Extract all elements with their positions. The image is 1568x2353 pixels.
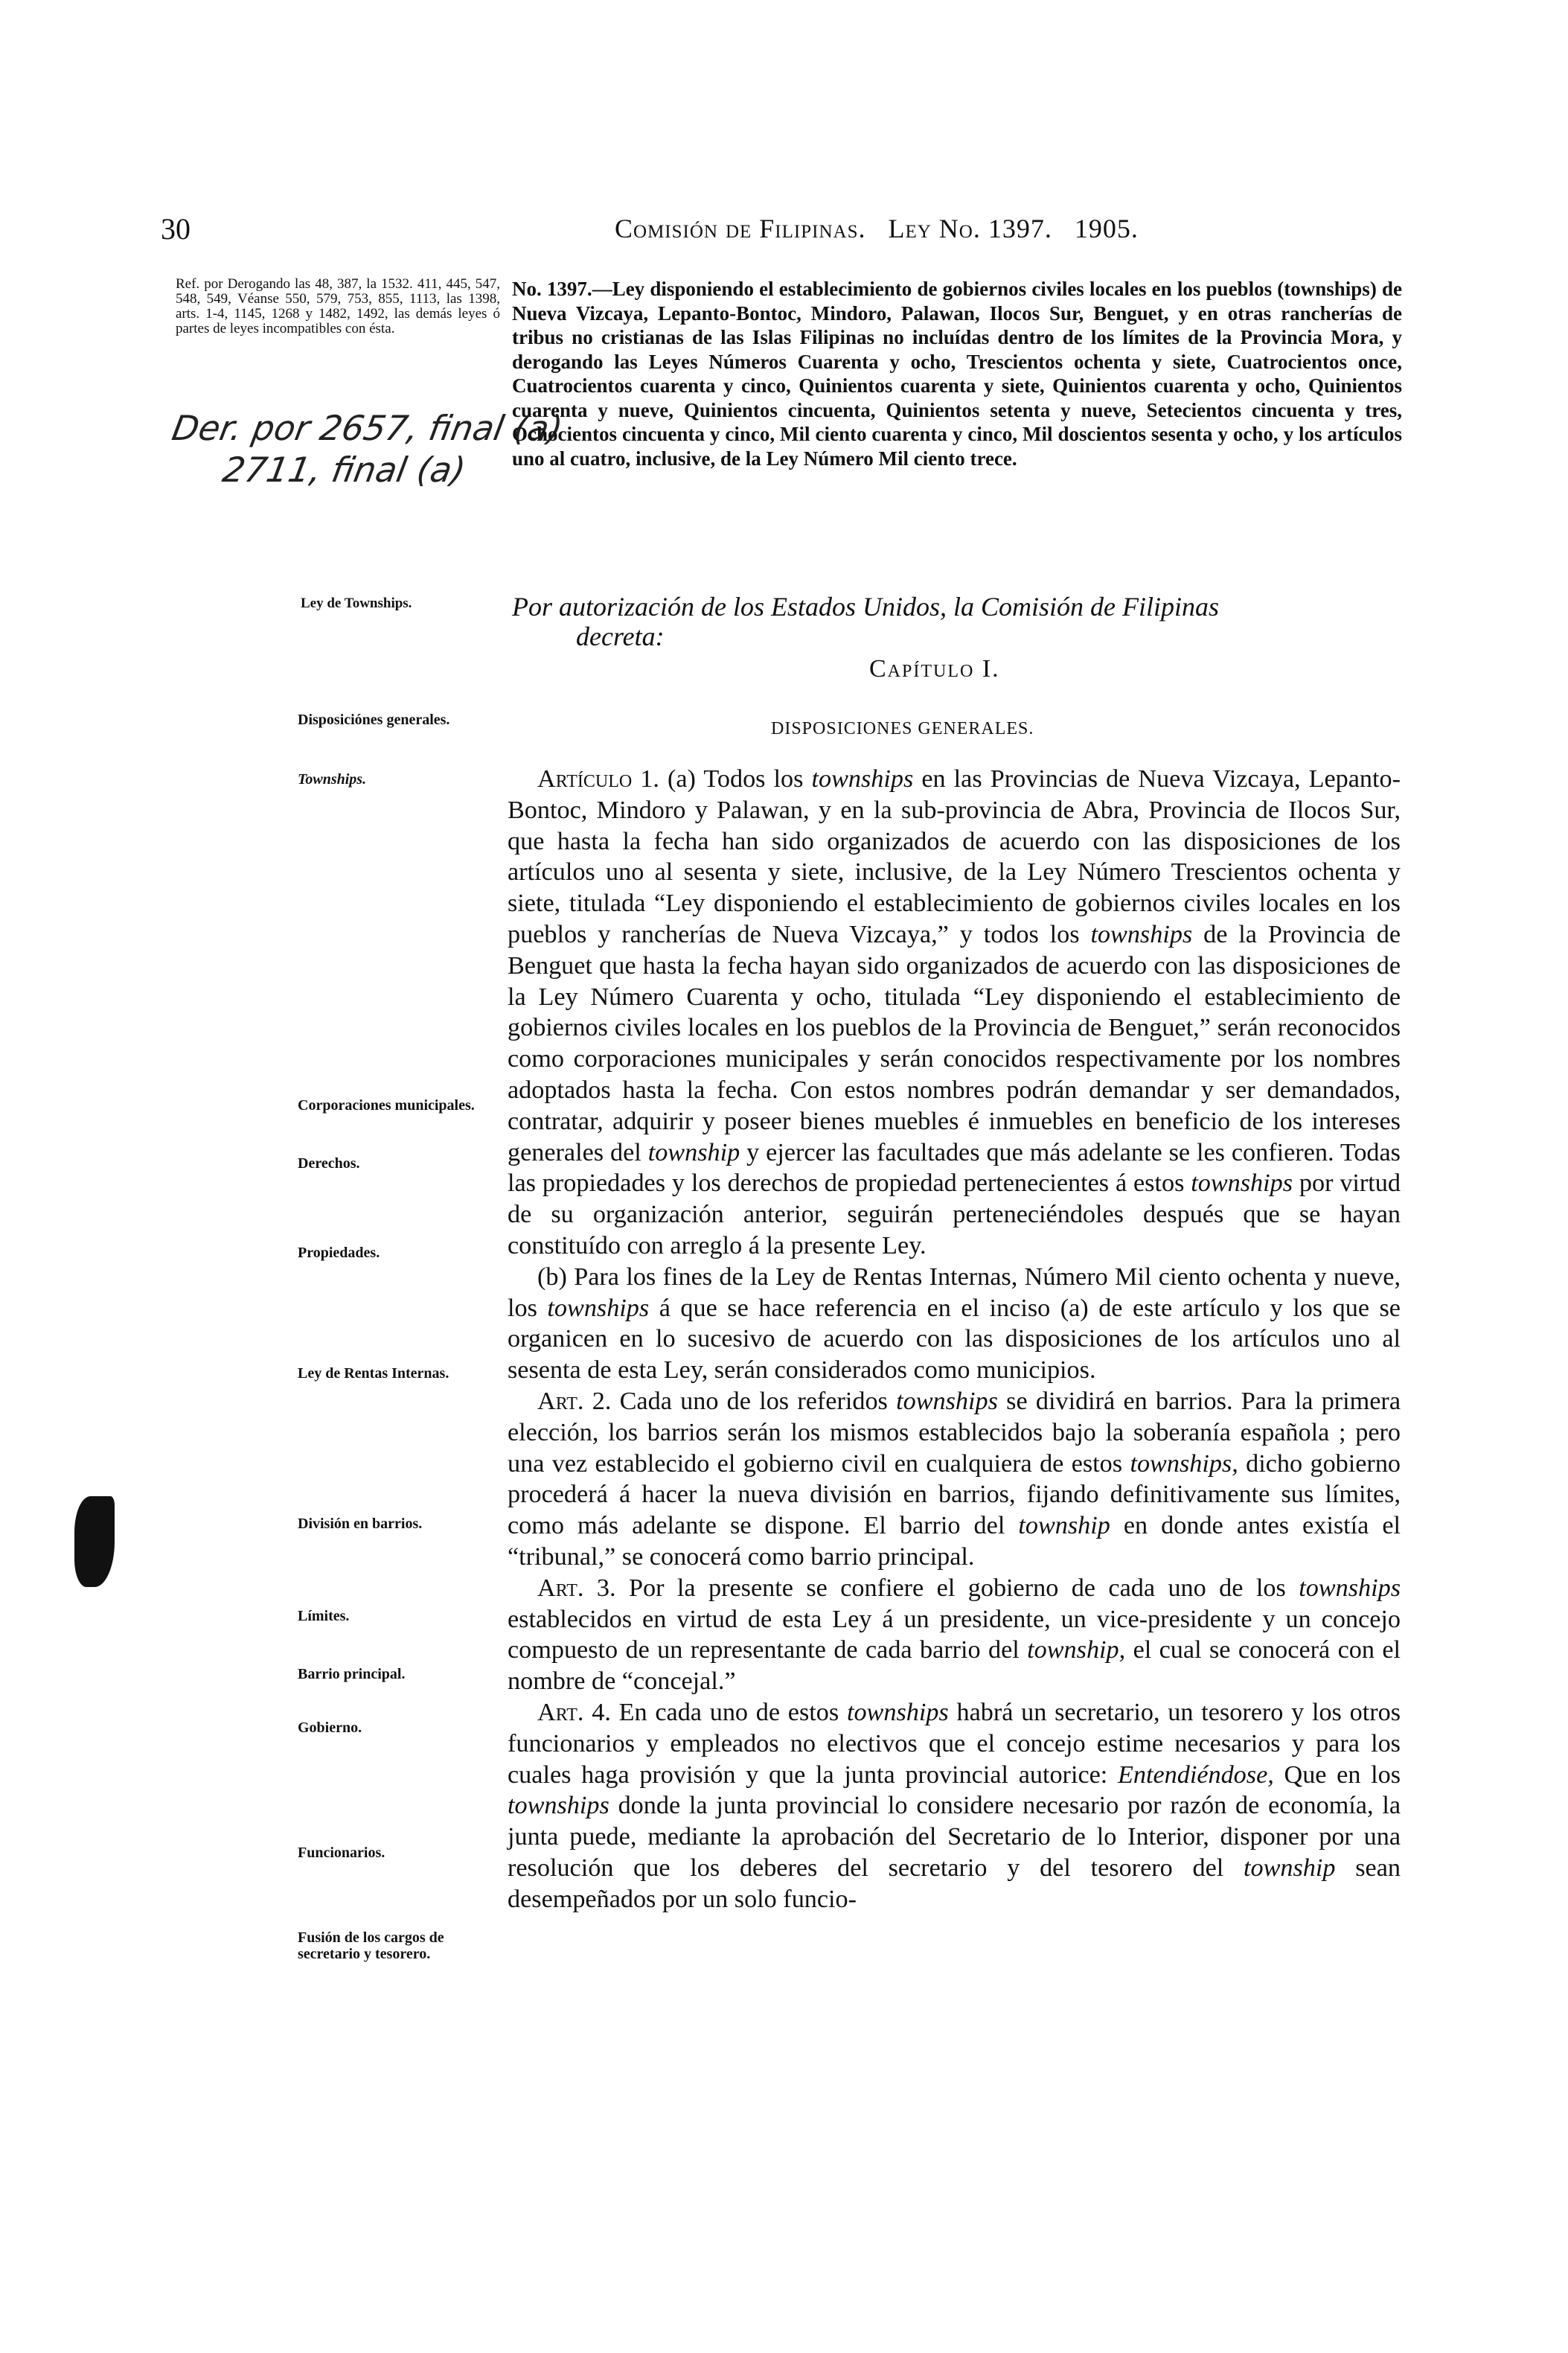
article-4-entendiendose: Entendiéndose, <box>1117 1760 1274 1789</box>
article-4-townships-2: townships <box>508 1792 609 1820</box>
article-4-text-5: sean desempeñados por un solo funcio- <box>508 1854 1401 1913</box>
article-4-text-3: Que en los <box>1273 1760 1401 1789</box>
enacting-line-1: Por autorización de los Estados Unidos, la Comisión de Filipinas <box>512 592 1220 622</box>
running-title-year: 1905. <box>1074 214 1139 243</box>
article-1-b-text: (b) Para los fines de la Ley de Rentas Internas, Número Mil ciento ochenta y nueve, los <box>508 1262 1401 1322</box>
article-2-townships: townships <box>896 1387 998 1415</box>
article-4-text-2: habrá un secretario, un tesorero y los otros funcionarios y empleados no electivos que el concejo estime necesarios y para los cuales haga provisión y que la junta provincial autorice: <box>508 1698 1401 1789</box>
scan-artifact <box>74 1496 115 1587</box>
article-3-township-2: township, <box>1027 1636 1126 1664</box>
article-1-b-text-2: á que se hace referencia en el inciso (a) de este artículo y los que se organicen en lo sucesivo de acuerdo con las disposiciones de los artículos uno al sesenta de esta Ley, serán considerados como municipios. <box>508 1294 1401 1385</box>
article-1-a-text-4: y ejercer las facultades que más adelante se les confieren. Todas las propiedades y los derechos de propiedad pertenecientes á estos <box>508 1138 1401 1198</box>
article-2-townships-2: townships, <box>1130 1449 1238 1478</box>
body-text <box>508 764 1401 1915</box>
margin-note-rentas-internas: Ley de Rentas Internas. <box>298 1365 449 1382</box>
margin-note-limites: Límites. <box>298 1608 350 1624</box>
article-2 <box>508 1386 1401 1573</box>
margin-note-disposiciones: Disposiciónes generales. <box>298 712 450 728</box>
section-heading: DISPOSICIONES GENERALES. <box>771 719 1034 738</box>
article-2-text-4: en donde antes existía el “tribunal,” se conocerá como barrio principal. <box>508 1512 1401 1571</box>
article-2-township-3: township <box>1018 1512 1110 1540</box>
chapter-heading: Capítulo I. <box>869 655 1000 683</box>
running-header <box>615 213 1139 244</box>
article-1-a-text-2: en las Provincias de Nueva Vizcaya, Lepanto-Bontoc, Mindoro y Palawan, y en la sub-provincia de Abra, Provincia de Ilocos Sur, que hasta la fecha han sido organizados de acuerdo con las disposiciones de los artículos uno al sesenta y siete, inclusive, de la Ley Número Trescientos ochenta y siete, titulada “Ley disponiendo el establecimiento de gobiernos civiles locales en los pueblos y rancherías de Nueva Vizcaya,” y todos los <box>508 765 1401 948</box>
article-1-label: Artículo 1. <box>537 765 659 793</box>
article-1-b-townships: townships <box>547 1294 650 1322</box>
article-3-label: Art. 3. <box>537 1574 616 1602</box>
margin-note-ley-townships: Ley de Townships. <box>301 596 412 611</box>
margin-note-corporaciones: Corporaciones municipales. <box>298 1097 475 1114</box>
law-number: No. 1397. <box>512 278 592 300</box>
handwritten-annotation-line-1: Der. por 2657, final (a) <box>169 408 566 448</box>
article-1-a-townships-4: townships <box>1191 1169 1293 1198</box>
article-2-text-3: dicho gobierno procederá á hacer la nueva división en barrios, fijando definitivamente sus límites, como más adelante se dispone. El barrio del <box>508 1449 1401 1540</box>
article-1-a <box>508 764 1401 1262</box>
article-1-a-township-3: township <box>647 1138 740 1166</box>
margin-note-derechos: Derechos. <box>298 1155 360 1172</box>
article-4-townships: townships <box>846 1698 949 1726</box>
enacting-clause <box>512 592 1402 651</box>
article-2-text-2: se dividirá en barrios. Para la primera elección, los barrios serán los mismos establecidos bajo la soberanía española ; pero una vez establecido el gobierno civil en cualquiera de estos <box>508 1387 1401 1478</box>
article-1-a-text: (a) Todos los <box>668 765 812 793</box>
article-4 <box>508 1697 1401 1915</box>
article-1-a-text-3: de la Provincia de Benguet que hasta la fecha hayan sido organizados de acuerdo con las disposiciones de la Ley Número Cuarenta y ocho, titulada “Ley disponiendo el establecimiento de gobiernos civiles locales en los pueblos de la Provincia de Benguet,” serán reconocidos como corporaciones municipales y serán conocidos respectivamente por los nombres adoptados hasta la fecha. Con estos nombres podrán demandar y ser demandados, contratar, adquirir y poseer bienes muebles é inmuebles en beneficio de los intereses generales del <box>508 920 1401 1166</box>
margin-note-fusion-cargos: Fusión de los cargos de secretario y tesorero. <box>298 1929 444 1962</box>
margin-note-townships: Townships. <box>298 771 367 788</box>
article-3 <box>508 1573 1401 1697</box>
article-4-text: En cada uno de estos <box>610 1698 847 1726</box>
running-title-commission: Comisión de Filipinas. <box>615 214 866 243</box>
article-2-label: Art. 2. <box>537 1387 612 1415</box>
enacting-line-2: decreta: <box>576 622 665 651</box>
article-2-text: Cada uno de los referidos <box>611 1387 897 1415</box>
law-title <box>512 277 1402 470</box>
law-title-text: —Ley disponiendo el establecimiento de gobiernos civiles locales en los pueblos (townships) de Nueva Vizcaya, Lepanto-Bontoc, Mindoro, Palawan, Ilocos Sur, Benguet, y en otras rancherías de tribus no cristianas de las Islas Filipinas no incluídas dentro de los límites de la Provincia Mora, y derogando las Leyes Números Cuarenta y ocho, Trescientos ochenta y siete, Cuatrocientos once, Cuatrocientos cuarenta y cinco, Quinientos cuarenta y siete, Quinientos cuarenta y ocho, Quinientos cuarenta y nueve, Quinientos cincuenta, Quinientos setenta y nueve, Setecientos cincuenta y tres, Ochocientos cincuenta y cinco, Mil ciento cuarenta y cinco, Mil doscientos sesenta y ocho, y los artículos uno al cuatro, inclusive, de la Ley Número Mil ciento trece. <box>512 278 1402 470</box>
article-3-text-2: establecidos en virtud de esta Ley á un presidente, un vice-presidente y un concejo compuesto de un representante de cada barrio del <box>508 1605 1401 1664</box>
article-1-b <box>508 1262 1401 1386</box>
margin-note-funcionarios: Funcionarios. <box>298 1845 385 1861</box>
article-4-township-3: township <box>1244 1854 1336 1882</box>
article-3-text-3: el cual se conocerá con el nombre de “concejal.” <box>508 1636 1401 1696</box>
margin-note-barrio-principal: Barrio principal. <box>298 1666 406 1682</box>
article-4-label: Art. 4. <box>537 1698 611 1726</box>
running-title-law: Ley No. 1397. <box>888 214 1052 243</box>
article-1-a-text-5: por virtud de su organización anterior, seguirán perteneciéndoles después que se hayan constituído con arreglo á la presente Ley. <box>508 1169 1401 1259</box>
article-1-a-townships-2: townships <box>1090 920 1193 948</box>
article-3-townships: townships <box>1299 1574 1401 1602</box>
margin-note-propiedades: Propiedades. <box>298 1245 380 1261</box>
article-4-text-4: donde la junta provincial lo considere necesario por razón de economía, la junta puede, mediante la aprobación del Secretario de lo Interior, disponer por una resolución que los deberes del secretario y del tesorero del <box>508 1792 1401 1882</box>
page-number: 30 <box>161 212 191 246</box>
margin-note-division-barrios: División en barrios. <box>298 1516 423 1532</box>
reference-note: Ref. por Derogando las 48, 387, la 1532. 411, 445, 547, 548, 549, Véanse 550, 579, 753, 855, 1113, las 1398, arts. 1-4, 1145, 1268 y 1482, 1492, las demás leyes ó partes de leyes incompatibles con ésta. <box>176 276 500 336</box>
article-1-a-townships: townships <box>811 765 914 793</box>
margin-note-gobierno: Gobierno. <box>298 1720 362 1736</box>
handwritten-annotation-line-2: 2711, final (a) <box>220 450 469 490</box>
article-3-text: Por la presente se confiere el gobierno de cada uno de los <box>615 1574 1299 1602</box>
